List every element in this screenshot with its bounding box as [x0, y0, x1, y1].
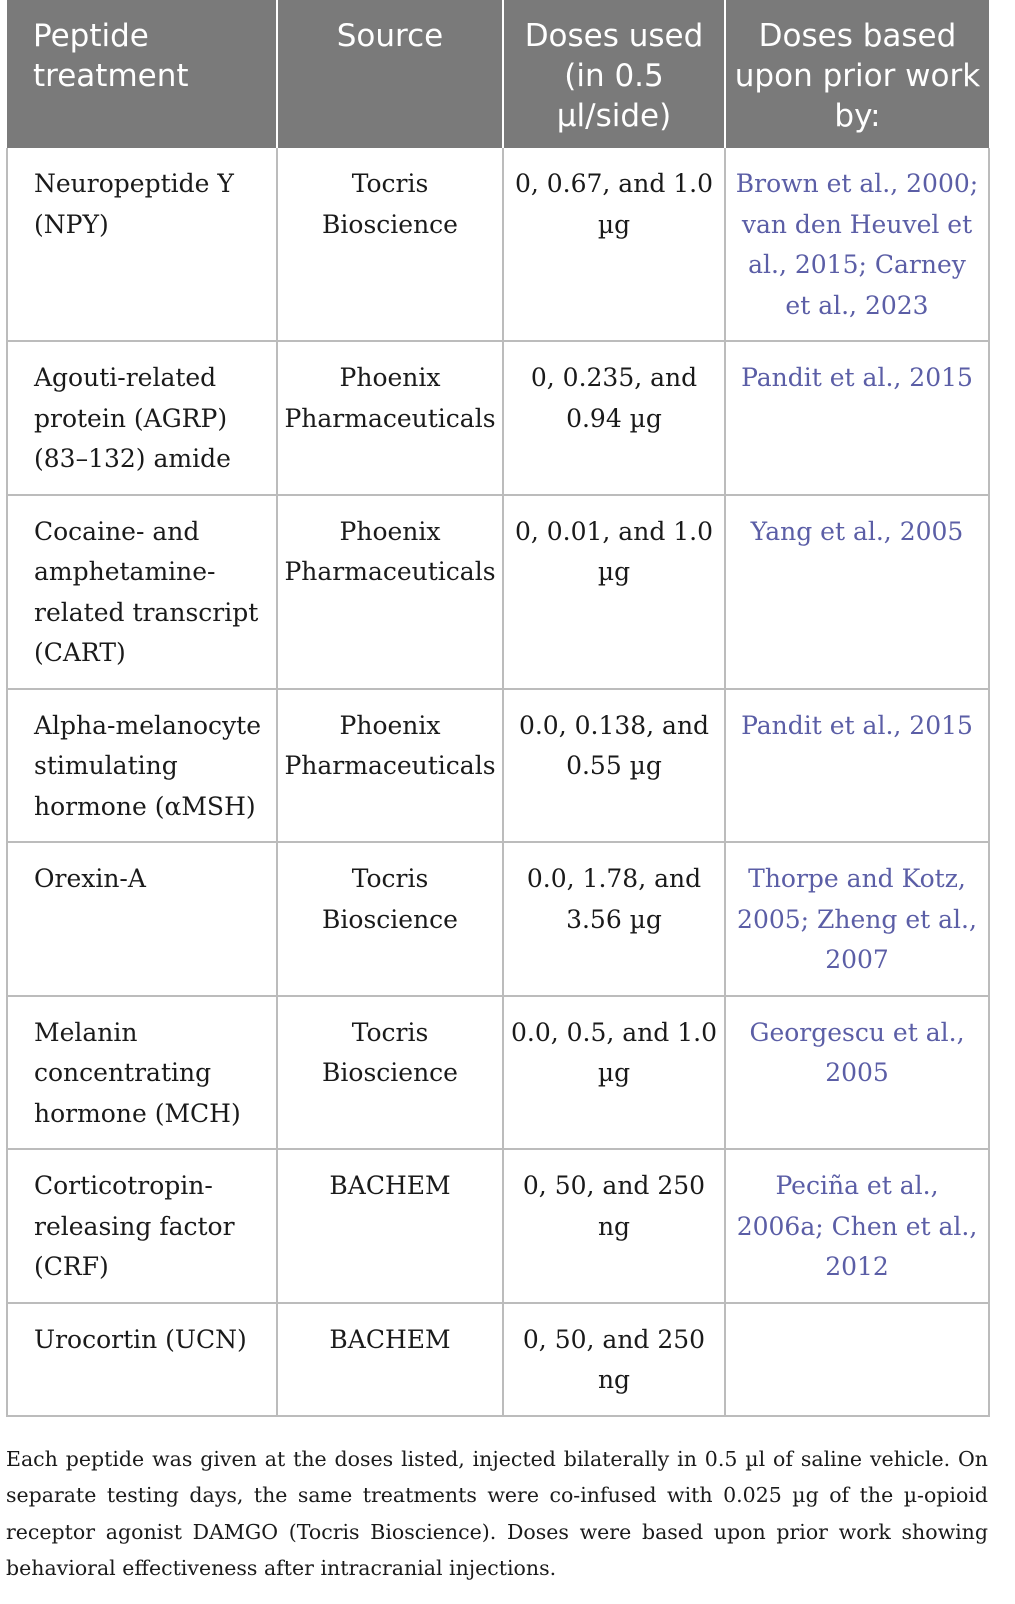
doses-cell: 0.0, 0.5, and 1.0 µg: [503, 996, 725, 1150]
column-header-references: Doses based upon prior work by:: [725, 0, 989, 148]
peptide-cell: Urocortin (UCN): [7, 1303, 277, 1416]
table-row: [7, 341, 989, 495]
table-footnote: Each peptide was given at the doses listed, injected bilaterally in 0.5 µl of saline vehicle. On separate testing days, the same treatments were co-infused with 0.025 µg of the µ-opioid receptor agonist DAMGO (Tocris Bioscience). Doses were based upon prior work showing behavioral effectiveness after intracranial injections.: [6, 1446, 988, 1580]
table-row: [7, 148, 989, 341]
references-cell[interactable]: Georgescu et al., 2005: [725, 996, 989, 1150]
references-cell[interactable]: Brown et al., 2000; van den Heuvel et al., 2015; Carney et al., 2023: [725, 148, 989, 341]
column-header-source: Source: [277, 0, 503, 148]
peptide-cell: Corticotropin-releasing factor (CRF): [7, 1149, 277, 1303]
source-cell: Phoenix Pharmaceuticals: [277, 341, 503, 495]
table-row: [7, 996, 989, 1150]
column-header-doses: Doses used (in 0.5 µl/side): [503, 0, 725, 148]
references-cell[interactable]: Peciña et al., 2006a; Chen et al., 2012: [725, 1149, 989, 1303]
source-cell: Tocris Bioscience: [277, 148, 503, 341]
source-cell: Phoenix Pharmaceuticals: [277, 495, 503, 689]
source-cell: Tocris Bioscience: [277, 842, 503, 996]
table-row: [7, 842, 989, 996]
peptide-cell: Melanin concentrating hormone (MCH): [7, 996, 277, 1150]
references-cell[interactable]: Yang et al., 2005: [725, 495, 989, 689]
doses-cell: 0, 0.01, and 1.0 µg: [503, 495, 725, 689]
peptide-table: [6, 0, 990, 1417]
source-cell: Phoenix Pharmaceuticals: [277, 689, 503, 843]
source-cell: BACHEM: [277, 1149, 503, 1303]
table-row: [7, 689, 989, 843]
peptide-cell: Cocaine- and amphetamine-related transcript (CART): [7, 495, 277, 689]
doses-cell: 0, 50, and 250 ng: [503, 1149, 725, 1303]
source-cell: Tocris Bioscience: [277, 996, 503, 1150]
peptide-cell: Orexin-A: [7, 842, 277, 996]
peptide-cell: Neuropeptide Y (NPY): [7, 148, 277, 341]
references-cell[interactable]: Pandit et al., 2015: [725, 689, 989, 843]
doses-cell: 0, 50, and 250 ng: [503, 1303, 725, 1416]
source-cell: BACHEM: [277, 1303, 503, 1416]
table-row: [7, 1303, 989, 1416]
doses-cell: 0.0, 0.138, and 0.55 µg: [503, 689, 725, 843]
doses-cell: 0.0, 1.78, and 3.56 µg: [503, 842, 725, 996]
peptide-cell: Alpha-melanocyte stimulating hormone (αMSH): [7, 689, 277, 843]
references-cell[interactable]: Pandit et al., 2015: [725, 341, 989, 495]
references-cell: [725, 1303, 989, 1416]
peptide-table-container: [6, 0, 988, 1417]
table-body: [7, 148, 989, 1416]
doses-cell: 0, 0.67, and 1.0 µg: [503, 148, 725, 341]
doses-cell: 0, 0.235, and 0.94 µg: [503, 341, 725, 495]
header-row: [7, 0, 989, 148]
table-row: [7, 1149, 989, 1303]
table-header: [7, 0, 989, 148]
references-cell[interactable]: Thorpe and Kotz, 2005; Zheng et al., 2007: [725, 842, 989, 996]
peptide-cell: Agouti-related protein (AGRP) (83–132) amide: [7, 341, 277, 495]
table-row: [7, 495, 989, 689]
column-header-peptide: Peptide treatment: [7, 0, 277, 148]
